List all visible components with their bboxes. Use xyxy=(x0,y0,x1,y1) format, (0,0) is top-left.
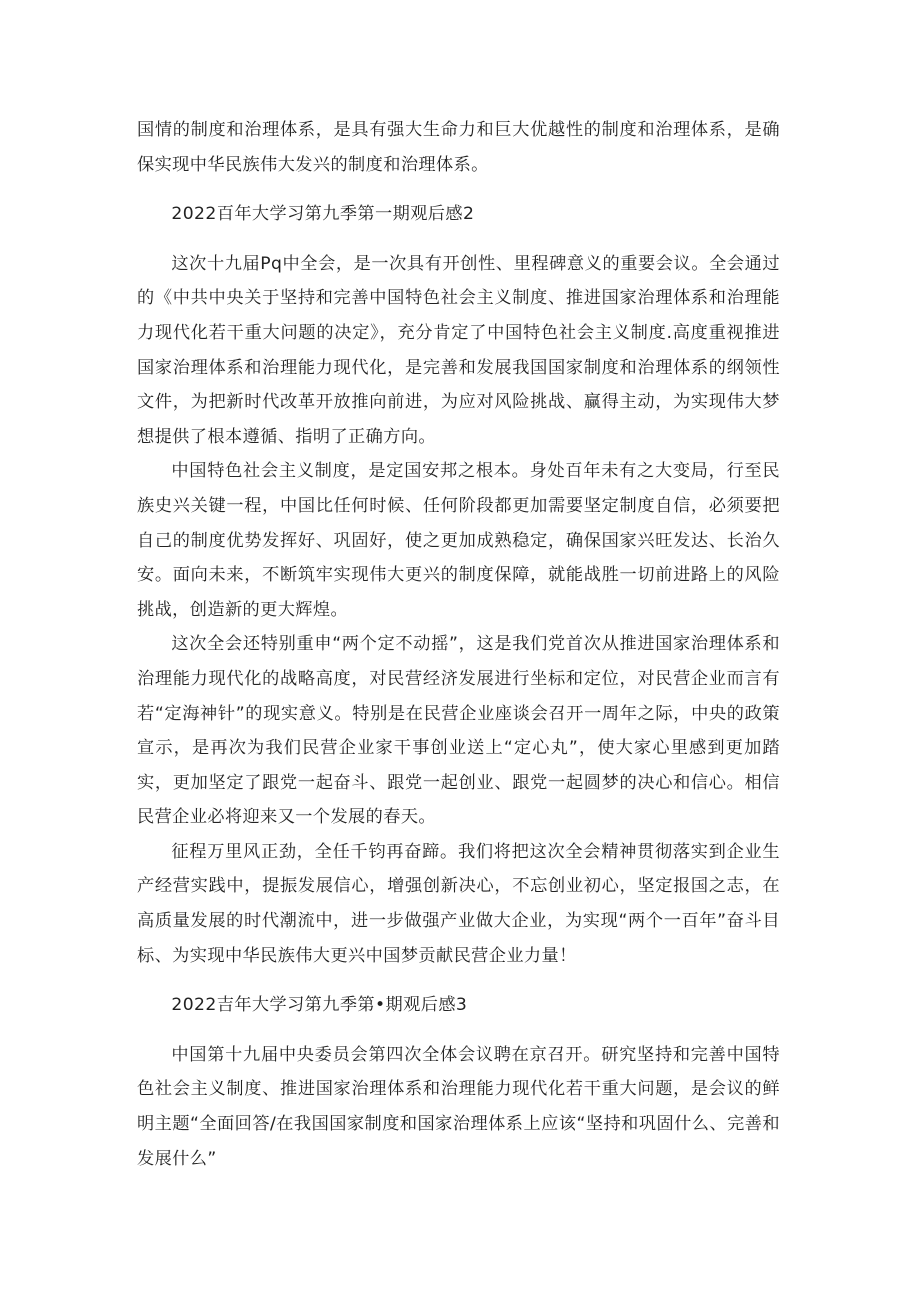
paragraph-private-economy: 这次全会还特别重申“两个定不动摇”，这是我们党首次从推进国家治理体系和治理能力现代化的战略高度，对民营经济发展进行坐标和定位，对民营企业而言有若“定海神针”的现实意义。特别是在民营企业座谈会召开一周年之际，中央的政策宣示，是再次为我们民营企业家干事创业送上“定心丸”，使大家心里感到更加踏实，更加坚定了跟党一起奋斗、跟党一起创业、跟党一起圆梦的决心和信心。相信民营企业必将迎来又一个发展的春天。 xyxy=(137,634,780,828)
paragraph-continuation: 国情的制度和治理体系，是具有强大生命力和巨大优越性的制度和治理体系，是确保实现中华民族伟大发兴的制度和治理体系。 xyxy=(137,120,780,175)
paragraph-plenary-session: 这次十九届Pq中全会，是一次具有开创性、里程碑意义的重要会议。全会通过的《中共中央关于坚持和完善中国特色社会主义制度、推进国家治理体系和治理能力现代化若干重大问题的决定》，充分肯定了中国特色社会主义制度.高度重视推进国家治理体系和治理能力现代化，是完善和发展我国国家制度和治理体系的纲领性文件，为把新时代改革开放推向前进，为应对风险挑战、赢得主动，为实现伟大梦想提供了根本遵循、指明了正确方向。 xyxy=(137,253,780,447)
document-body xyxy=(137,113,780,1176)
section-heading-3: 2022吉年大学习第九季第•期观后感3 xyxy=(171,995,468,1016)
paragraph-new-journey: 征程万里风正劲，全任千钧再奋蹄。我们将把这次全会精神贯彻落实到企业生产经营实践中，提振发展信心，增强创新决心，不忘创业初心，坚定报国之志，在高质量发展的时代潮流中，进一步做强产业做大企业，为实现“两个一百年”奋斗目标、为实现中华民族伟大更兴中国梦贡献民营企业力量！ xyxy=(137,841,780,966)
paragraph-fourth-plenary: 中国第十九届中央委员会第四次全体会议聘在京召开。研究坚持和完善中国特色社会主义制度、推进国家治理体系和治理能力现代化若干重大问题，是会议的鲜明主题“全面回答/在我国国家制度和国家治理体系上应该“坚持和巩固什么、完善和发展什么” xyxy=(137,1044,780,1169)
section-heading-2: 2022百年大学习第九季第一期观后感2 xyxy=(171,204,475,225)
paragraph-socialist-system: 中国特色社会主义制度，是定国安邦之根本。身处百年未有之大变局，行至民族史兴关键一程，中国比任何时候、任何阶段都更加需要坚定制度自信，必须要把自己的制度优势发挥好、巩固好，使之更加成熟稳定，确保国家兴旺发达、长治久安。面向未来，不断筑牢实现伟大更兴的制度保障，就能战胜一切前进路上的风险挑战，创造新的更大辉煌。 xyxy=(137,461,780,620)
